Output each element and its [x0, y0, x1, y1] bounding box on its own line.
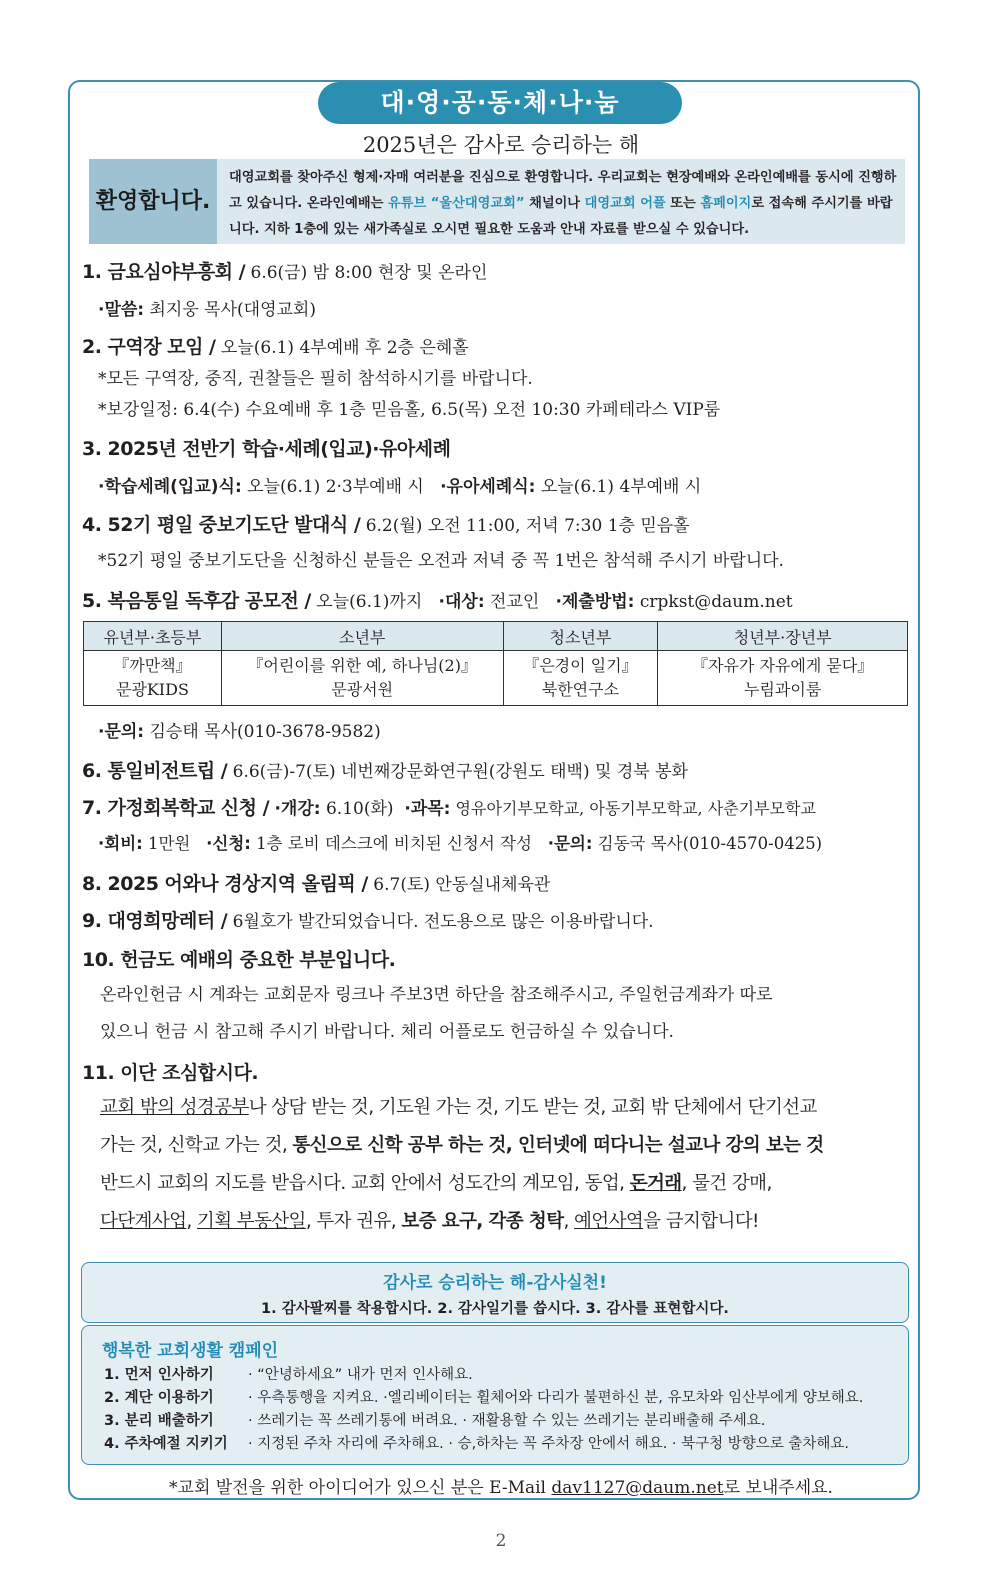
gratitude-box [81, 1262, 909, 1323]
heresy-item: 예언사역 [574, 1211, 644, 1232]
item-7-value-2: 영유아기부모학교, 아동기부모학교, 사춘기부모학교 [450, 799, 816, 818]
heresy-text: , 물건 강매, [681, 1173, 772, 1194]
item-7-label-2: ·과목: [404, 799, 451, 819]
item-9 [82, 906, 654, 933]
item-7-label-5: ·문의: [547, 834, 593, 853]
footer-note [0, 1473, 1002, 1498]
item-5-contact-label: ·문의: [98, 722, 145, 742]
item-1-sub [98, 295, 316, 320]
item-8-title: 8. 2025 어와나 경상지역 올림픽 / [82, 873, 368, 895]
campaign-value: · 지정된 주차 자리에 주차해요. · 승,하차는 꼭 주차장 안에서 해요. · 북구청 방향으로 출차해요. [248, 1436, 850, 1452]
item-3-value-2: 오늘(6.1) 4부예배 시 [535, 477, 702, 497]
book-cell [84, 651, 222, 706]
welcome-text-b: 채널이나 [524, 196, 585, 211]
book-publisher: 문광KIDS [115, 680, 189, 699]
book-cell [658, 651, 908, 706]
item-6-detail: 6.6(금)-7(토) 네번째강문화연구원(강원도 태백) 및 경북 봉화 [227, 762, 688, 782]
book-table-header [84, 622, 908, 651]
book-header: 청년부·장년부 [658, 622, 908, 651]
welcome-text-c: 또는 [665, 196, 701, 211]
item-10-title: 10. 헌금도 예배의 중요한 부분입니다. [82, 949, 396, 971]
item-3 [82, 434, 450, 461]
heresy-text: , [563, 1211, 575, 1232]
heresy-warning [100, 1089, 910, 1241]
item-5 [82, 586, 793, 613]
campaign-row [104, 1432, 849, 1453]
heresy-item: 교회 밖의 성경공부 [100, 1097, 249, 1118]
campaign-value: · 우측통행을 지켜요. ·엘리베이터는 휠체어와 다리가 불편하신 분, 유모차와 임산부에게 양보해요. [248, 1390, 864, 1406]
welcome-text [229, 165, 899, 243]
item-11 [82, 1058, 258, 1085]
heresy-item-bold: 보증 요구, 각종 청탁 [401, 1211, 564, 1232]
item-9-title: 9. 대영희망레터 / [82, 910, 228, 932]
book-header: 유년부·초등부 [84, 622, 222, 651]
item-7-label-1: ·개강: [274, 799, 321, 819]
item-7-label-3: ·회비: [98, 834, 143, 853]
youtube-channel: 유튜브 “울산대영교회” [387, 196, 525, 211]
item-8-detail: 6.7(토) 안동실내체육관 [367, 875, 551, 895]
item-4-title: 4. 52기 평일 중보기도단 발대식 / [82, 514, 361, 536]
item-3-label-2: ·유아세례식: [440, 477, 536, 497]
item-3-value-1: 오늘(6.1) 2·3부예배 시 [241, 477, 424, 497]
item-10-line-1: 온라인헌금 시 계좌는 교회문자 링크나 주보3면 하단을 참조해주시고, 주일헌금계좌가 따로 [100, 985, 773, 1005]
book-title: 『까만책』 [113, 656, 192, 675]
item-1-sub-value: 최지웅 목사(대영교회) [144, 300, 316, 320]
welcome-tag: 환영합니다. [89, 159, 217, 244]
welcome-box [89, 159, 905, 244]
page-number: 2 [495, 1531, 507, 1551]
item-5-contact-value: 김승태 목사(010-3678-9582) [144, 722, 381, 742]
campaign-key: 3. 분리 배출하기 [104, 1413, 214, 1429]
item-4-detail: 6.2(월) 오전 11:00, 저녁 7:30 1층 믿음홀 [360, 516, 690, 536]
yearly-theme: 2025년은 감사로 승리하는 해 [362, 133, 640, 157]
heresy-text: , 투자 권유, [305, 1211, 402, 1232]
item-5-label-2: ·제출방법: [555, 592, 635, 612]
item-11-title: 11. 이단 조심합시다. [82, 1062, 259, 1084]
book-publisher: 문광서원 [331, 680, 394, 699]
item-4-note: *52기 평일 중보기도단을 신청하신 분들은 오전과 저녁 중 꼭 1번은 참석해 주시기 바랍니다. [98, 551, 784, 571]
item-5-label-1: ·대상: [438, 592, 485, 612]
welcome-text-a: 대영교회를 찾아주신 형제·자매 여러분을 진심으로 환영합니다. 우리교회는 현장예배와 온라인예배를 동시에 진행하고 있습니다. 온라인예배는 [229, 170, 897, 211]
item-7-value-1: 6.10(화) [320, 799, 394, 819]
book-publisher: 누림과이룸 [744, 680, 822, 699]
campaign-key: 4. 주차예절 지키기 [104, 1436, 228, 1452]
book-title: 『자유가 자유에게 묻다』 [692, 656, 874, 675]
campaign-row [104, 1409, 765, 1430]
campaign-value: · 쓰레기는 꼭 쓰레기통에 버려요. · 재활용할 수 있는 쓰레기는 분리배출해 주세요. [248, 1413, 766, 1429]
item-7 [82, 793, 816, 820]
book-header: 청소년부 [503, 622, 658, 651]
heresy-text: , [186, 1211, 197, 1232]
item-3-label-1: ·학습세례(입교)식: [98, 477, 242, 497]
item-2-detail: 오늘(6.1) 4부예배 후 2층 은혜홀 [215, 338, 469, 358]
heresy-text: 나 상담 받는 것, 기도원 가는 것, 기도 받는 것, 교회 밖 단체에서 단기선교 [248, 1097, 817, 1118]
item-1 [82, 257, 487, 284]
item-7-sub [98, 830, 822, 854]
item-1-detail: 6.6(금) 밤 8:00 현장 및 온라인 [245, 263, 488, 283]
item-3-title: 3. 2025년 전반기 학습·세례(입교)·유아세례 [82, 438, 451, 460]
gratitude-title: 감사로 승리하는 해-감사실천! [383, 1273, 607, 1293]
section-title: 대·영·공·동·체·나·눔 [318, 82, 682, 124]
item-7-value-4: 1층 로비 데스크에 비치된 신청서 작성 [250, 834, 532, 853]
book-title: 『어린이를 위한 예, 하나님(2)』 [247, 656, 477, 675]
item-8 [82, 869, 550, 896]
heresy-text: 을 금지합니다! [643, 1211, 759, 1232]
item-5-contact [98, 717, 381, 742]
item-7-value-3: 1만원 [142, 834, 191, 853]
item-7-title: 7. 가정회복학교 신청 / [82, 797, 270, 819]
item-9-detail: 6월호가 발간되었습니다. 전도용으로 많은 이용바랍니다. [227, 912, 654, 932]
campaign-title: 행복한 교회생활 캠페인 [102, 1341, 279, 1361]
homepage-link: 홈페이지 [700, 196, 752, 211]
item-10-line-2: 있으니 헌금 시 참고해 주시기 바랍니다. 체리 어플로도 헌금하실 수 있습니다. [100, 1022, 674, 1042]
item-7-value-5: 김동국 목사(010-4570-0425) [592, 834, 823, 853]
footer-text-b: 로 보내주세요. [723, 1478, 833, 1498]
heresy-item: 기획 부동산일 [196, 1211, 306, 1232]
item-10 [82, 945, 395, 972]
item-4 [82, 510, 690, 537]
heresy-text: 반드시 교회의 지도를 받읍시다. 교회 안에서 성도간의 계모임, 동업, [100, 1173, 630, 1194]
item-5-value-1: 전교인 [484, 592, 540, 612]
item-7-label-4: ·신청: [206, 834, 251, 853]
campaign-value: · “안녕하세요” 내가 먼저 인사해요. [248, 1367, 473, 1383]
item-3-sub [98, 472, 701, 497]
book-table-row [84, 651, 908, 706]
item-2-title: 2. 구역장 모임 / [82, 336, 216, 358]
welcome-text-d: 로 접속해 주시기를 바랍니다. 지하 1층에 있는 새가족실로 오시면 필요한 도움과 안내 자료를 받으실 수 있습니다. [229, 196, 893, 237]
book-cell [503, 651, 658, 706]
heresy-item-bold: 통신으로 신학 공부 하는 것, 인터넷에 떠다니는 설교나 강의 보는 것 [292, 1135, 824, 1156]
footer-text-a: *교회 발전을 위한 아이디어가 있으신 분은 E-Mail [169, 1478, 552, 1498]
item-2-note-1: *모든 구역장, 중직, 권찰들은 필히 참석하시기를 바랍니다. [98, 369, 533, 389]
campaign-row [104, 1363, 473, 1384]
item-6-title: 6. 통일비전트립 / [82, 760, 228, 782]
heresy-item-bold: 돈거래 [629, 1173, 682, 1194]
item-1-title: 1. 금요심야부흥회 / [82, 261, 246, 283]
book-header: 소년부 [221, 622, 503, 651]
item-5-value-2: crpkst@daum.net [634, 592, 793, 612]
book-title: 『은경이 일기』 [523, 656, 638, 675]
campaign-row [104, 1386, 863, 1407]
item-5-detail: 오늘(6.1)까지 [310, 592, 423, 612]
campaign-box [81, 1325, 909, 1465]
book-table [83, 621, 908, 706]
item-2 [82, 332, 469, 359]
heresy-text: 가는 것, 신학교 가는 것, [100, 1135, 293, 1156]
book-publisher: 북한연구소 [541, 680, 620, 699]
campaign-key: 2. 계단 이용하기 [104, 1390, 214, 1406]
footer-email[interactable]: dav1127@daum.net [551, 1478, 724, 1498]
heresy-item: 다단계사업 [100, 1211, 187, 1232]
item-1-sub-label: ·말씀: [98, 300, 145, 320]
item-2-note-2: *보강일정: 6.4(수) 수요예배 후 1층 믿음홀, 6.5(목) 오전 10:30 카페테라스 VIP룸 [98, 400, 721, 420]
church-app: 대영교회 어플 [584, 196, 666, 211]
gratitude-text: 1. 감사팔찌를 착용합시다. 2. 감사일기를 씁시다. 3. 감사를 표현합시다. [261, 1301, 729, 1317]
item-6 [82, 756, 688, 783]
item-5-title: 5. 복음통일 독후감 공모전 / [82, 590, 311, 612]
campaign-key: 1. 먼저 인사하기 [104, 1367, 214, 1383]
book-cell [221, 651, 503, 706]
